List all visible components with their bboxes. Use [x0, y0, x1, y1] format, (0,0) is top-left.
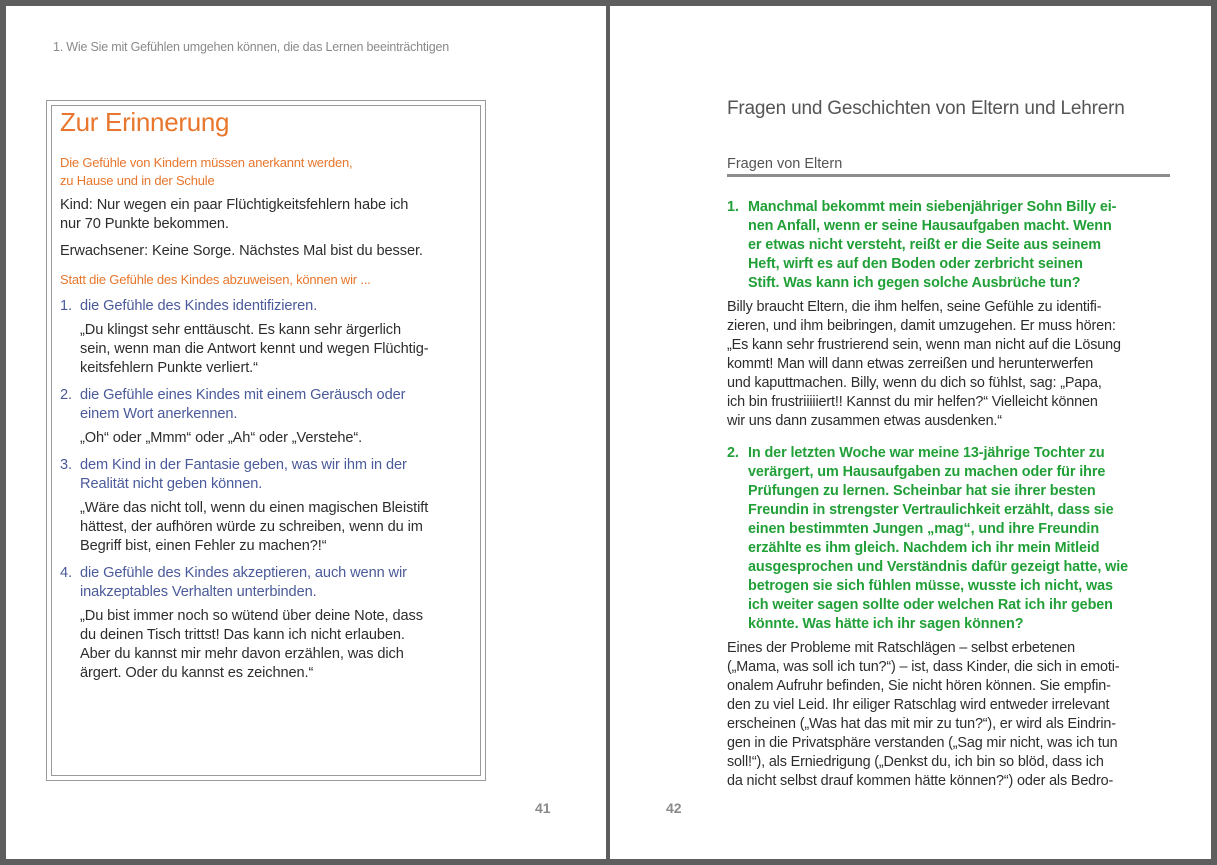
answer-line: da nicht selbst drauf kommen hätte können?“) oder als Bedro-	[727, 773, 1114, 789]
section-subheading: Fragen von Eltern	[727, 156, 1170, 177]
question-item	[727, 198, 1173, 293]
answer-paragraph	[727, 639, 1173, 791]
erwachsener-statement	[60, 242, 466, 261]
answer-line: Billy braucht Eltern, die ihm helfen, seine Gefühle zu identifi-	[727, 299, 1102, 315]
list-item	[60, 297, 466, 316]
reminder-box	[46, 100, 486, 781]
question-line: betrogen sie sich fühlen müsse, wusste ich nicht, was	[748, 578, 1113, 594]
question-item	[727, 444, 1173, 634]
list-item-text	[80, 564, 407, 602]
list-item-quote	[60, 429, 466, 448]
list-item-quote	[60, 321, 466, 378]
question-line: Manchmal bekommt mein siebenjähriger Sohn Billy ei-	[748, 199, 1117, 215]
quote-line: hättest, der aufhören würde zu schreiben, wenn du im	[80, 519, 423, 535]
quote-line: „Wäre das nicht toll, wenn du einen magischen Bleistift	[80, 500, 429, 516]
answer-paragraph	[727, 298, 1173, 431]
answer-line: soll!“), als Erniedrigung („Denkst du, ich bin so blöd, dass ich	[727, 754, 1104, 770]
box-subtitle-line: zu Hause und in der Schule	[60, 173, 215, 188]
list-item-text	[80, 456, 407, 494]
question-line: In der letzten Woche war meine 13-jährige Tochter zu	[748, 445, 1105, 461]
answer-line: zieren, und ihm beibringen, damit umzugehen. Er muss hören:	[727, 318, 1116, 334]
answer-line: Eines der Probleme mit Ratschlägen – selbst erbetenen	[727, 640, 1076, 656]
answer-line: („Mama, was soll ich tun?“) – ist, dass Kinder, die sich in emoti-	[727, 659, 1120, 675]
questions-body	[727, 198, 1173, 791]
box-subtitle	[60, 154, 466, 190]
question-line: ich weiter sagen sollte oder welchen Rat ich ihr geben	[748, 597, 1113, 613]
list-item-quote	[60, 607, 466, 683]
list-item	[60, 456, 466, 494]
answer-line: den zu viel Leid. Ihr eiliger Ratschlag wird entweder irrelevant	[727, 697, 1110, 713]
question-text	[748, 198, 1116, 293]
page-number: 41	[535, 800, 551, 816]
erwachsener-line: Erwachsener: Keine Sorge. Nächstes Mal bist du besser.	[60, 243, 423, 259]
list-item-line: dem Kind in der Fantasie geben, was wir ihm in der	[80, 457, 407, 473]
list-item-number: 2.	[60, 387, 72, 403]
list-item-line: Realität nicht geben können.	[80, 476, 263, 492]
list-item-text	[80, 386, 405, 424]
box-lead-line: Statt die Gefühle des Kindes abzuweisen, können wir ...	[60, 272, 371, 287]
answer-line: ich bin frustriiiiiert!! Kannst du mir helfen?“ Vielleicht können	[727, 394, 1098, 410]
list-item	[60, 386, 466, 424]
list-item-number: 1.	[60, 298, 72, 314]
answer-line: „Es kann sehr frustrierend sein, wenn man nicht auf die Lösung	[727, 337, 1121, 353]
quote-line: ärgert. Oder du kannst es zeichnen.“	[80, 665, 314, 681]
answer-line: gen in die Privatsphäre verstanden („Sag mir nicht, was ich tun	[727, 735, 1118, 751]
question-number: 2.	[727, 445, 739, 461]
question-line: nen Anfall, wenn er seine Hausaufgaben macht. Wenn	[748, 218, 1112, 234]
quote-line: sein, wenn man die Antwort kennt und wegen Flüchtig-	[80, 341, 429, 357]
list-item-text	[80, 297, 317, 316]
answer-line: onalem Aufruhr befinden, Sie nicht hören können. Sie empfin-	[727, 678, 1111, 694]
quote-line: du deinen Tisch trittst! Das kann ich nicht erlauben.	[80, 627, 405, 643]
answer-line: und kaputtmachen. Billy, wenn du dich so fühlst, sag: „Papa,	[727, 375, 1102, 391]
question-line: einen bestimmten Jungen „mag“, und ihre Freundin	[748, 521, 1100, 537]
list-item-line: die Gefühle eines Kindes mit einem Geräusch oder	[80, 387, 406, 403]
answer-line: wir uns dann zusammen etwas ausdenken.“	[727, 413, 1002, 429]
kind-statement	[60, 196, 466, 234]
question-line: Prüfungen zu lernen. Scheinbar hat sie ihrer besten	[748, 483, 1096, 499]
question-line: Heft, wirft es auf den Boden oder zerbricht seinen	[748, 256, 1083, 272]
quote-line: Aber du kannst mir mehr davon erzählen, was dich	[80, 646, 404, 662]
question-line: verärgert, um Hausaufgaben zu machen oder für ihre	[748, 464, 1106, 480]
list-item-number: 3.	[60, 457, 72, 473]
list-item-quote	[60, 499, 466, 556]
box-subtitle-line: Die Gefühle von Kindern müssen anerkannt werden,	[60, 155, 353, 170]
list-item-line: inakzeptables Verhalten unterbinden.	[80, 584, 317, 600]
left-page	[6, 6, 606, 859]
question-line: könnte. Was hätte ich ihr sagen können?	[748, 616, 1024, 632]
question-line: Stift. Was kann ich gegen solche Ausbrüche tun?	[748, 275, 1081, 291]
quote-line: „Oh“ oder „Mmm“ oder „Ah“ oder „Verstehe“.	[80, 430, 363, 446]
question-line: ausgesprochen und Verständnis dafür gezeigt hatte, wie	[748, 559, 1129, 575]
answer-line: kommt! Man will dann etwas zerreißen und herunterwerfen	[727, 356, 1094, 372]
running-head: 1. Wie Sie mit Gefühlen umgehen können, die das Lernen beeinträchtigen	[53, 40, 449, 54]
answer-line: erscheinen („Was hat das mit mir zu tun?“), er wird als Eindrin-	[727, 716, 1116, 732]
quote-line: Begriff bist, einen Fehler zu machen?!“	[80, 538, 327, 554]
list-item-line: die Gefühle des Kindes identifizieren.	[80, 298, 318, 314]
list-item-line: einem Wort anerkennen.	[80, 406, 238, 422]
box-title: Zur Erinnerung	[60, 107, 230, 137]
question-line: erzählte es ihm gleich. Nachdem ich ihr mein Mitleid	[748, 540, 1100, 556]
kind-line: Kind: Nur wegen ein paar Flüchtigkeitsfehlern habe ich	[60, 197, 409, 213]
list-item	[60, 564, 466, 602]
reminder-box-content	[60, 107, 466, 683]
quote-line: „Du bist immer noch so wütend über deine Note, dass	[80, 608, 423, 624]
box-lead	[60, 271, 466, 289]
question-line: Freundin in strengster Vertraulichkeit erzählt, dass sie	[748, 502, 1114, 518]
question-number: 1.	[727, 199, 739, 215]
kind-line: nur 70 Punkte bekommen.	[60, 216, 229, 232]
right-page	[610, 6, 1211, 859]
section-heading: Fragen und Geschichten von Eltern und Lehrern	[727, 98, 1125, 119]
question-line: er etwas nicht versteht, reißt er die Seite aus seinem	[748, 237, 1101, 253]
page-number: 42	[666, 800, 682, 816]
quote-line: „Du klingst sehr enttäuscht. Es kann sehr ärgerlich	[80, 322, 401, 338]
quote-line: keitsfehlern Punkte verliert.“	[80, 360, 258, 376]
list-item-number: 4.	[60, 565, 72, 581]
list-item-line: die Gefühle des Kindes akzeptieren, auch wenn wir	[80, 565, 407, 581]
question-text	[748, 444, 1128, 634]
